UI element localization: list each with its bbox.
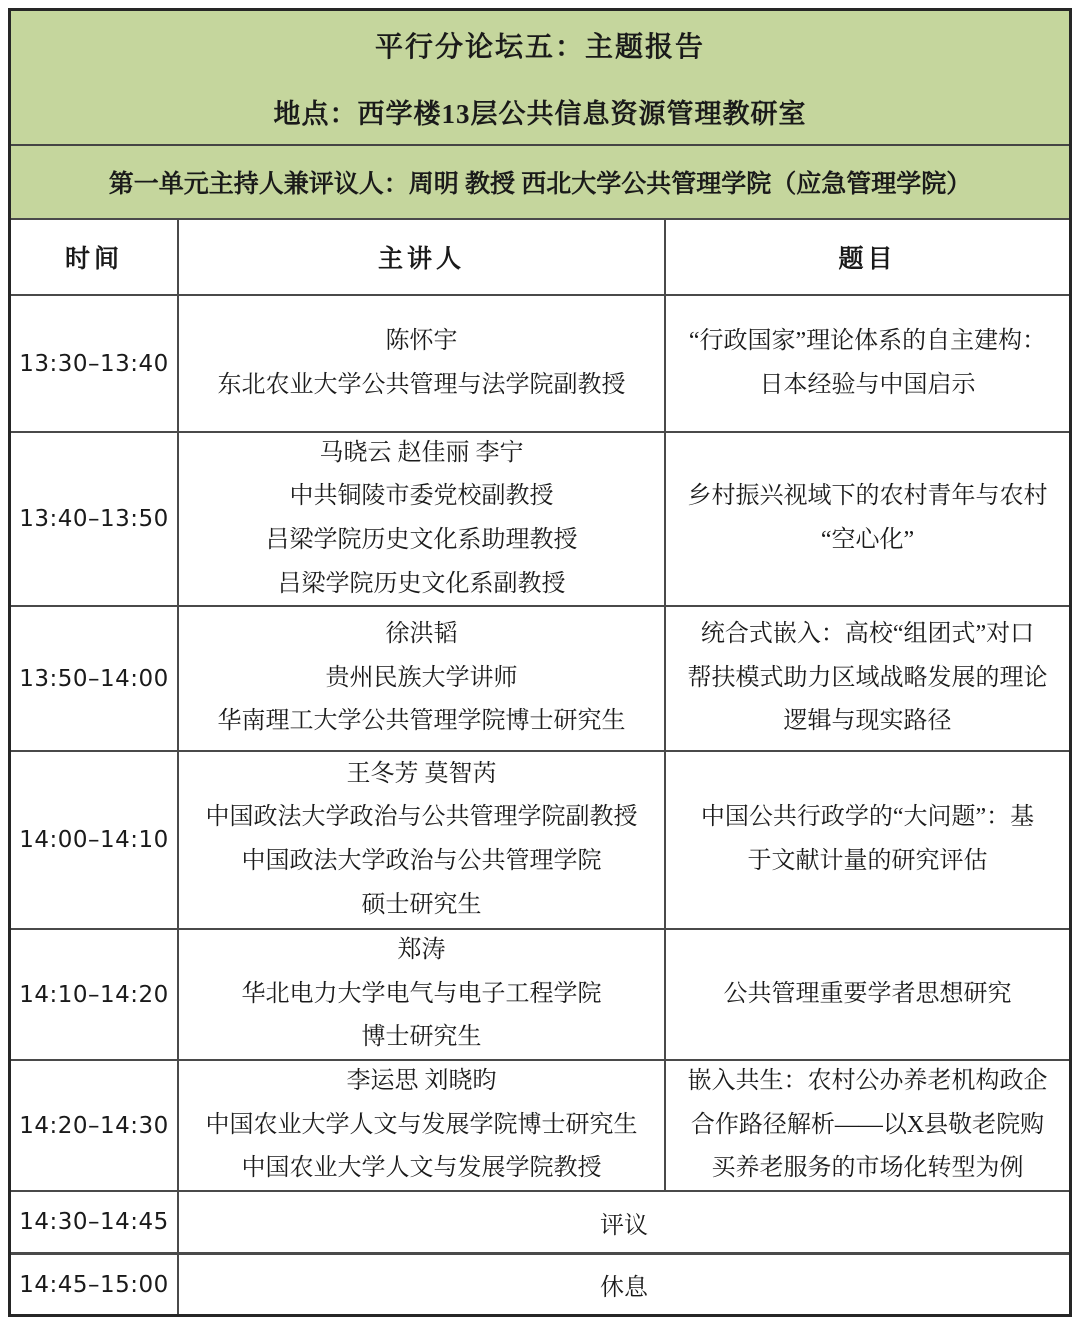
topic-line: 中国公共行政学的“大问题”：基 [700, 804, 1035, 831]
forum-header [11, 11, 1069, 144]
topic-line: 合作路径解析——以X县敬老院购 [690, 1111, 1045, 1138]
forum-title: 平行分论坛五：主题报告 [374, 31, 705, 63]
unit-moderator-bar [11, 144, 1069, 218]
speaker-line: 中国农业大学人文与发展学院教授 [241, 1155, 602, 1182]
speaker-cell [179, 296, 666, 431]
time-text: 13:50–14:00 [19, 665, 169, 692]
col-header-topic: 题目 [838, 246, 897, 273]
topic-line: 于文献计量的研究评估 [747, 848, 988, 874]
table-header-row [11, 218, 1069, 294]
col-header-speaker: 主讲人 [179, 220, 666, 294]
time-text: 14:20–14:30 [19, 1112, 169, 1139]
speaker-cell [179, 1061, 666, 1190]
speaker-line: 吕梁学院历史文化系助理教授 [265, 527, 578, 553]
time-cell [11, 607, 179, 750]
speaker-cell [179, 607, 666, 750]
topic-line: 公共管理重要学者思想研究 [723, 980, 1012, 1007]
session-row [11, 928, 1069, 1059]
break-row [11, 1252, 1069, 1314]
unit-moderator-text: 第一单元主持人兼评议人：周明 教授 西北大学公共管理学院（应急管理学院） [108, 171, 972, 198]
topic-line: 日本经验与中国启示 [759, 371, 976, 398]
topic-line: “行政国家”理论体系的自主建构： [688, 327, 1047, 354]
program-sheet [8, 8, 1072, 1317]
speaker-line: 王冬芳 莫智芮 [346, 760, 497, 787]
break-label: 休息 [600, 1275, 648, 1301]
forum-location: 地点：西学楼13层公共信息资源管理教研室 [273, 98, 807, 129]
time-text: 13:30–13:40 [19, 350, 169, 377]
session-row [11, 294, 1069, 431]
topic-line: 买养老服务的市场化转型为例 [711, 1155, 1024, 1182]
topic-cell [666, 752, 1069, 928]
speaker-line: 硕士研究生 [361, 891, 482, 918]
time-text: 14:00–14:10 [19, 827, 169, 853]
time-cell [11, 433, 179, 605]
speaker-line: 李运思 刘晓昀 [346, 1068, 497, 1094]
topic-cell [666, 1061, 1069, 1190]
time-cell [11, 930, 179, 1059]
speaker-line: 中国农业大学人文与发展学院博士研究生 [205, 1111, 638, 1138]
topic-line: 逻辑与现实路径 [783, 708, 952, 735]
speaker-line: 马晓云 赵佳丽 李宁 [319, 439, 524, 466]
time-text: 13:40–13:50 [19, 506, 169, 532]
speaker-line: 吕梁学院历史文化系副教授 [277, 570, 566, 597]
topic-line: 嵌入共生：农村公办养老机构政企 [687, 1068, 1048, 1094]
session-row [11, 431, 1069, 605]
topic-line: “空心化” [820, 527, 915, 553]
session-row [11, 605, 1069, 750]
topic-cell [666, 433, 1069, 605]
speaker-cell [179, 930, 666, 1059]
time-cell [11, 752, 179, 928]
speaker-line: 东北农业大学公共管理与法学院副教授 [217, 371, 626, 398]
speaker-line: 华北电力大学电气与电子工程学院 [241, 980, 602, 1007]
break-cell [179, 1255, 1069, 1314]
time-text: 14:30–14:45 [19, 1209, 169, 1235]
speaker-line: 郑涛 [397, 937, 446, 963]
time-text: 14:45–15:00 [19, 1271, 169, 1298]
speaker-cell [179, 752, 666, 928]
speaker-line: 徐洪韬 [385, 620, 458, 647]
time-cell [11, 296, 179, 431]
speaker-line: 陈怀宇 [385, 327, 458, 354]
speaker-line: 华南理工大学公共管理学院博士研究生 [217, 708, 626, 735]
speaker-line: 中国政法大学政治与公共管理学院 [241, 848, 602, 874]
time-text: 14:10–14:20 [19, 981, 169, 1008]
speaker-cell [179, 433, 666, 605]
topic-cell [666, 930, 1069, 1059]
session-row [11, 1059, 1069, 1190]
col-header-time: 时间 [11, 220, 179, 294]
session-row [11, 750, 1069, 928]
time-cell [11, 1255, 179, 1314]
time-cell [11, 1061, 179, 1190]
review-label: 评议 [600, 1212, 648, 1239]
review-row [11, 1190, 1069, 1252]
topic-line: 统合式嵌入：高校“组团式”对口 [700, 620, 1035, 647]
speaker-line: 中国政法大学政治与公共管理学院副教授 [205, 804, 638, 831]
review-cell [179, 1192, 1069, 1252]
speaker-line: 贵州民族大学讲师 [325, 664, 518, 691]
topic-cell [666, 607, 1069, 750]
speaker-line: 博士研究生 [361, 1024, 482, 1051]
topic-line: 帮扶模式助力区域战略发展的理论 [687, 664, 1048, 691]
time-cell [11, 1192, 179, 1252]
topic-cell [666, 296, 1069, 431]
topic-line: 乡村振兴视域下的农村青年与农村 [687, 483, 1048, 510]
speaker-line: 中共铜陵市委党校副教授 [289, 483, 554, 510]
